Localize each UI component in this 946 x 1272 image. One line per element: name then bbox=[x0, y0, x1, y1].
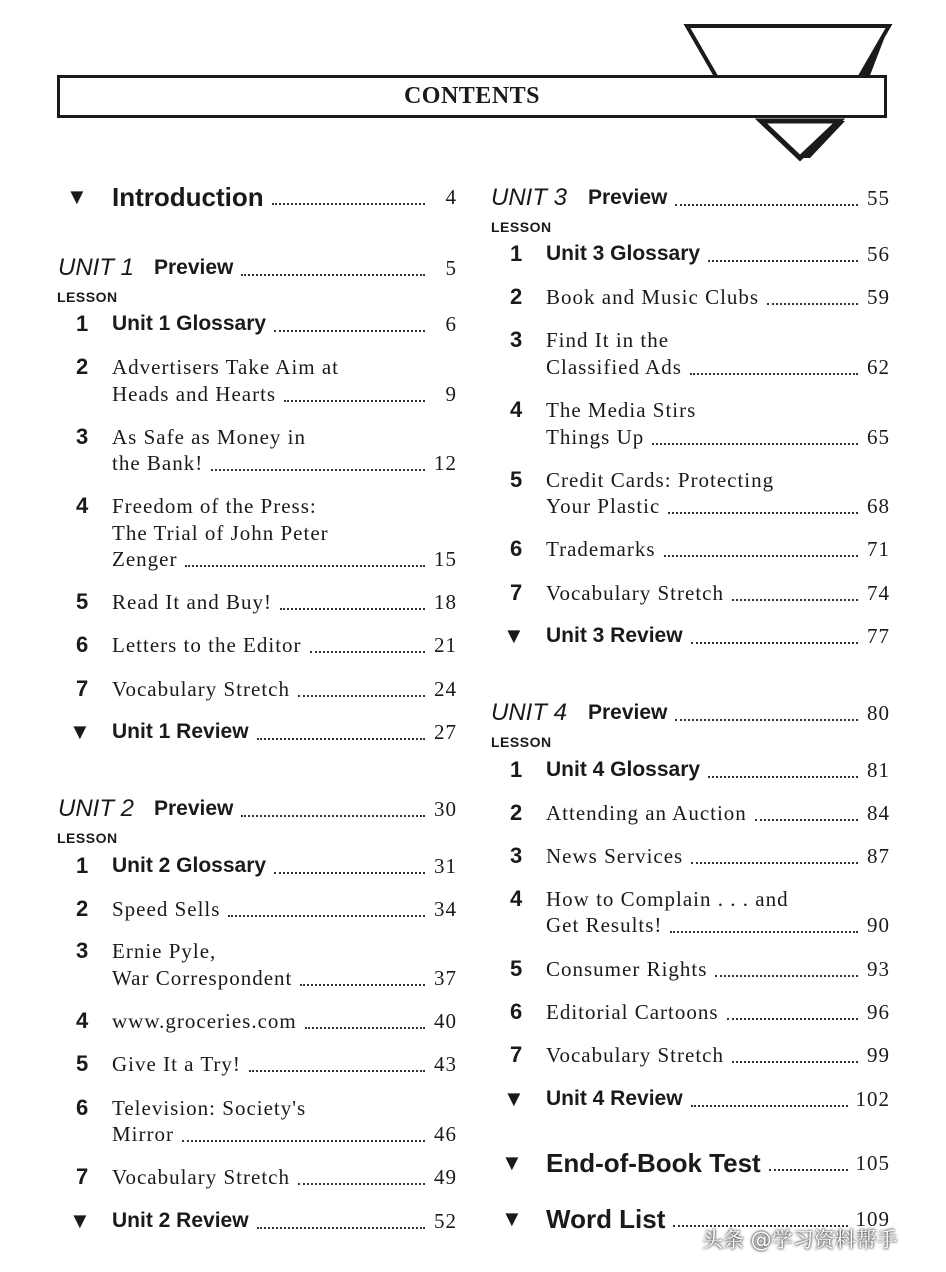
toc-entry-preview[interactable]: Preview 30 bbox=[154, 797, 457, 821]
lesson-number: 7 bbox=[76, 676, 89, 701]
toc-entry-lesson[interactable]: Heads and Hearts 9 bbox=[112, 382, 457, 406]
triangle-ornament-bottom bbox=[755, 118, 845, 162]
lesson-number: 5 bbox=[76, 1051, 89, 1076]
toc-entry-lesson[interactable]: News Services 87 bbox=[546, 844, 890, 868]
unit-heading: UNIT 1 bbox=[58, 254, 135, 281]
toc-entry-lesson-line[interactable]: Television: Society's bbox=[112, 1096, 307, 1120]
unit-heading: UNIT 4 bbox=[491, 699, 568, 726]
toc-entry-lesson-line[interactable]: Freedom of the Press: bbox=[112, 494, 317, 518]
toc-entry-lesson[interactable]: Consumer Rights 93 bbox=[546, 957, 890, 981]
unit-heading: UNIT 2 bbox=[58, 795, 135, 822]
toc-entry-lesson[interactable]: War Correspondent 37 bbox=[112, 966, 457, 990]
lesson-label: LESSON bbox=[57, 289, 118, 305]
triangle-ornament-top bbox=[683, 22, 893, 82]
lesson-number: 4 bbox=[510, 886, 523, 911]
lesson-number: 2 bbox=[510, 800, 523, 825]
toc-entry-introduction[interactable]: Introduction 4 bbox=[112, 182, 457, 212]
toc-entry-lesson[interactable]: Unit 4 Glossary 81 bbox=[546, 758, 890, 782]
lesson-number: 5 bbox=[76, 589, 89, 614]
lesson-number: 6 bbox=[76, 632, 89, 657]
lesson-number: 5 bbox=[510, 956, 523, 981]
triangle-bullet-icon: ▼ bbox=[69, 719, 91, 744]
toc-entry-lesson[interactable]: Unit 2 Glossary 31 bbox=[112, 854, 457, 878]
triangle-bullet-icon: ▼ bbox=[501, 1206, 523, 1231]
lesson-label: LESSON bbox=[57, 830, 118, 846]
lesson-number: 3 bbox=[76, 938, 89, 963]
lesson-number: 3 bbox=[510, 843, 523, 868]
lesson-number: 5 bbox=[510, 467, 523, 492]
toc-entry-lesson[interactable]: Trademarks 71 bbox=[546, 537, 890, 561]
triangle-bullet-icon: ▼ bbox=[66, 184, 88, 209]
toc-entry-lesson-line[interactable]: Advertisers Take Aim at bbox=[112, 355, 340, 379]
lesson-number: 7 bbox=[510, 580, 523, 605]
toc-entry-lesson[interactable]: Speed Sells 34 bbox=[112, 897, 457, 921]
toc-entry-preview[interactable]: Preview 80 bbox=[588, 701, 890, 725]
toc-entry-lesson[interactable]: Vocabulary Stretch 99 bbox=[546, 1043, 890, 1067]
lesson-number: 1 bbox=[76, 311, 89, 336]
toc-entry-lesson[interactable]: Get Results! 90 bbox=[546, 913, 890, 937]
toc-entry-lesson[interactable]: Unit 1 Glossary 6 bbox=[112, 312, 457, 336]
toc-entry-lesson[interactable]: Vocabulary Stretch 49 bbox=[112, 1165, 457, 1189]
lesson-number: 3 bbox=[510, 327, 523, 352]
toc-entry-lesson[interactable]: Mirror 46 bbox=[112, 1122, 457, 1146]
toc-entry-review[interactable]: Unit 2 Review 52 bbox=[112, 1209, 457, 1233]
triangle-bullet-icon: ▼ bbox=[501, 1150, 523, 1175]
triangle-bullet-icon: ▼ bbox=[503, 623, 525, 648]
lesson-number: 7 bbox=[510, 1042, 523, 1067]
lesson-number: 6 bbox=[76, 1095, 89, 1120]
toc-entry-lesson-line[interactable]: The Media Stirs bbox=[546, 398, 697, 422]
toc-entry-lesson[interactable]: Zenger 15 bbox=[112, 547, 457, 571]
triangle-bullet-icon: ▼ bbox=[503, 1086, 525, 1111]
lesson-number: 3 bbox=[76, 424, 89, 449]
toc-entry-review[interactable]: Unit 1 Review 27 bbox=[112, 720, 457, 744]
page-title: CONTENTS bbox=[57, 75, 887, 118]
toc-entry-lesson[interactable]: Vocabulary Stretch 74 bbox=[546, 581, 890, 605]
toc-entry-lesson-line[interactable]: The Trial of John Peter bbox=[112, 521, 329, 545]
toc-entry-lesson[interactable]: Vocabulary Stretch 24 bbox=[112, 677, 457, 701]
toc-entry-lesson[interactable]: Book and Music Clubs 59 bbox=[546, 285, 890, 309]
toc-entry-review[interactable]: Unit 3 Review 77 bbox=[546, 624, 890, 648]
toc-entry-lesson[interactable]: www.groceries.com 40 bbox=[112, 1009, 457, 1033]
toc-entry-lesson-line[interactable]: Credit Cards: Protecting bbox=[546, 468, 775, 492]
toc-entry-lesson-line[interactable]: Ernie Pyle, bbox=[112, 939, 217, 963]
lesson-number: 4 bbox=[510, 397, 523, 422]
triangle-bullet-icon: ▼ bbox=[69, 1208, 91, 1233]
toc-entry-lesson[interactable]: Editorial Cartoons 96 bbox=[546, 1000, 890, 1024]
toc-entry-preview[interactable]: Preview 5 bbox=[154, 256, 457, 280]
lesson-number: 4 bbox=[76, 1008, 89, 1033]
toc-entry-lesson[interactable]: Your Plastic 68 bbox=[546, 494, 890, 518]
toc-entry-lesson-line[interactable]: How to Complain . . . and bbox=[546, 887, 789, 911]
lesson-label: LESSON bbox=[491, 219, 552, 235]
lesson-number: 7 bbox=[76, 1164, 89, 1189]
toc-entry-preview[interactable]: Preview 55 bbox=[588, 186, 890, 210]
toc-entry-lesson[interactable]: Unit 3 Glossary 56 bbox=[546, 242, 890, 266]
lesson-number: 6 bbox=[510, 536, 523, 561]
toc-entry-lesson[interactable]: Things Up 65 bbox=[546, 425, 890, 449]
lesson-number: 2 bbox=[76, 896, 89, 921]
lesson-number: 1 bbox=[76, 853, 89, 878]
lesson-number: 2 bbox=[510, 284, 523, 309]
lesson-number: 6 bbox=[510, 999, 523, 1024]
toc-entry-lesson[interactable]: Attending an Auction 84 bbox=[546, 801, 890, 825]
lesson-number: 4 bbox=[76, 493, 89, 518]
toc-entry-review[interactable]: Unit 4 Review 102 bbox=[546, 1087, 890, 1111]
lesson-label: LESSON bbox=[491, 734, 552, 750]
toc-entry-lesson[interactable]: Letters to the Editor 21 bbox=[112, 633, 457, 657]
unit-heading: UNIT 3 bbox=[491, 184, 568, 211]
toc-entry-lesson-line[interactable]: As Safe as Money in bbox=[112, 425, 306, 449]
toc-entry-lesson[interactable]: Read It and Buy! 18 bbox=[112, 590, 457, 614]
toc-entry-lesson-line[interactable]: Find It in the bbox=[546, 328, 670, 352]
lesson-number: 1 bbox=[510, 241, 523, 266]
watermark-text: 头条 @学习资料帮手 bbox=[702, 1228, 898, 1252]
toc-entry-lesson[interactable]: Give It a Try! 43 bbox=[112, 1052, 457, 1076]
toc-entry-lesson[interactable]: the Bank! 12 bbox=[112, 451, 457, 475]
lesson-number: 2 bbox=[76, 354, 89, 379]
toc-entry-word-list[interactable]: Word List 109 bbox=[546, 1204, 890, 1234]
toc-entry-end-of-book-test[interactable]: End-of-Book Test 105 bbox=[546, 1148, 890, 1178]
toc-entry-lesson[interactable]: Classified Ads 62 bbox=[546, 355, 890, 379]
lesson-number: 1 bbox=[510, 757, 523, 782]
